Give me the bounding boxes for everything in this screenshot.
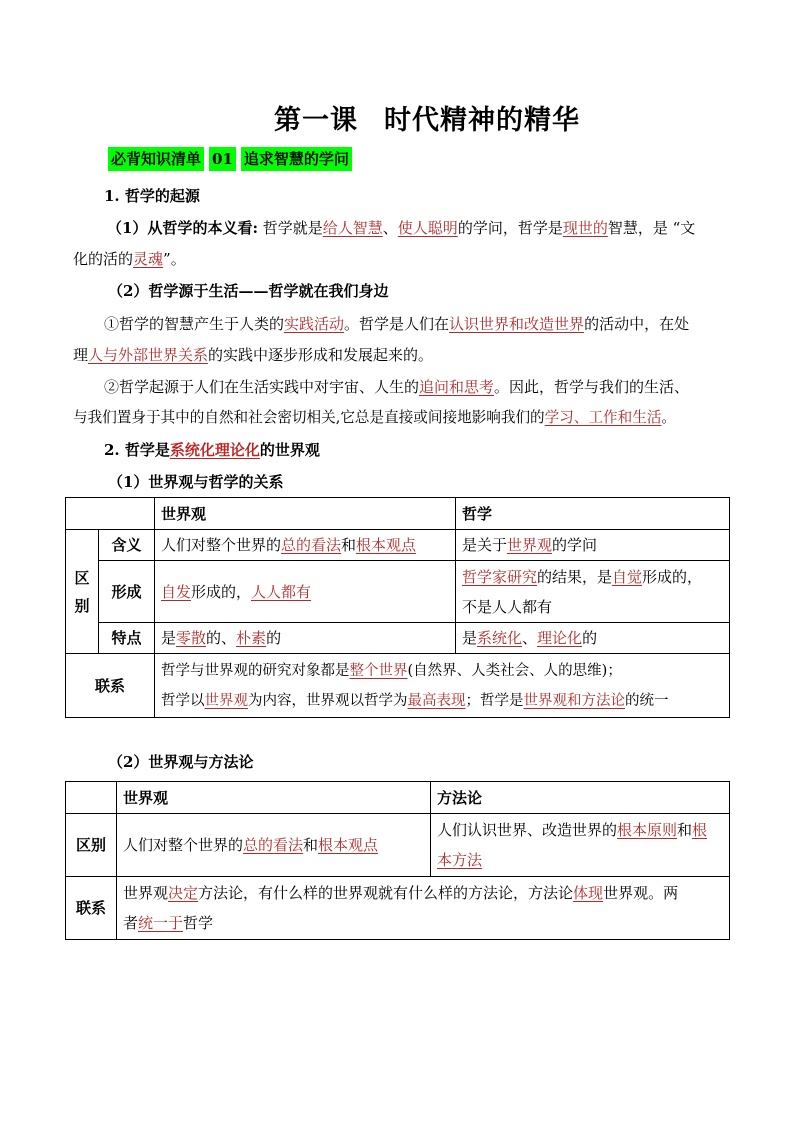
table-cell: 自发形成的，人人都有	[155, 561, 456, 623]
paragraph-1-line-1: （1）从哲学的本义看: 哲学就是给人智慧、使人聪明的学问，哲学是现世的智慧，是 “文	[107, 219, 696, 237]
row-label: 区别	[66, 814, 117, 877]
column-header: 世界观	[155, 498, 456, 530]
section-1-heading: 1. 哲学的起源	[104, 187, 200, 205]
banner-label: 必背知识清单	[108, 147, 204, 171]
answer-blank: 给人智慧	[322, 219, 383, 237]
table-cell: 人们认识世界、改造世界的根本原则和根 本方法	[431, 814, 730, 877]
column-header: 哲学	[456, 498, 730, 530]
answer-blank: 追问和思考	[419, 378, 495, 396]
answer-blank: 实践活动	[284, 315, 345, 333]
paragraph-2-heading: （2）哲学源于生活——哲学就在我们身边	[108, 282, 389, 300]
row-label: 形成	[99, 561, 155, 623]
answer-blank: 学习、工作和生活	[544, 409, 662, 426]
table-row	[66, 814, 730, 877]
table-cell: 人们对整个世界的总的看法和根本观点	[117, 814, 431, 877]
answer-blank: 系统化理论化	[169, 441, 260, 459]
paragraph-1-line-2: 化的活的灵魂”。	[73, 250, 186, 268]
table-cell: 哲学家研究的结果，是自觉形成的， 不是人人都有	[456, 561, 730, 623]
row-label: 特点	[99, 623, 155, 654]
answer-blank: 认识世界和改造世界	[449, 315, 585, 333]
table-row	[66, 623, 730, 654]
paragraph-4-line-1: ②哲学起源于人们在生活实践中对宇宙、人生的追问和思考。因此，哲学与我们的生活、	[104, 378, 690, 396]
subsection-1-heading: （1）世界观与哲学的关系	[108, 473, 284, 491]
paragraph-4-line-2: 与我们置身于其中的自然和社会密切相关,它总是直接或间接地影响我们的学习、工作和生活。	[73, 409, 677, 426]
table-cell: 人们对整个世界的总的看法和根本观点	[155, 530, 456, 561]
table-header-row	[66, 498, 730, 530]
paragraph-3-line-1: ①哲学的智慧产生于人类的实践活动。哲学是人们在认识世界和改造世界的活动中，在处	[104, 315, 690, 333]
table-header-row	[66, 782, 730, 814]
row-group-label: 区别	[66, 530, 99, 654]
title-lesson: 第一课	[274, 105, 358, 136]
table-cell: 是系统化、理论化的	[456, 623, 730, 654]
answer-blank: 灵魂	[133, 250, 164, 268]
table-row	[66, 561, 730, 623]
answer-blank: 人与外部世界关系	[88, 346, 209, 364]
answer-blank: 使人聪明	[397, 219, 458, 237]
row-label: 含义	[99, 530, 155, 561]
worldview-methodology-table	[65, 781, 730, 940]
table-cell: 哲学与世界观的研究对象都是整个世界(自然界、人类社会、人的思维)； 哲学以世界观为内容，世界观以哲学为最高表现；哲学是世界观和方法论的统一	[155, 654, 730, 718]
table-cell: 世界观决定方法论，有什么样的世界观就有什么样的方法论，方法论体现世界观。两 者统一于哲学	[117, 877, 730, 940]
paragraph-3-line-2: 理人与外部世界关系的实践中逐步形成和发展起来的。	[73, 346, 434, 364]
row-label: 联系	[66, 654, 155, 718]
table-row	[66, 877, 730, 940]
column-header: 世界观	[117, 782, 431, 814]
table-cell: 是零散的、朴素的	[155, 623, 456, 654]
page-title	[0, 98, 794, 137]
table-row	[66, 654, 730, 718]
banner-number: 01	[209, 147, 236, 171]
title-topic: 时代精神的精华	[384, 105, 580, 136]
banner-topic: 追求智慧的学问	[241, 147, 352, 171]
row-label: 联系	[66, 877, 117, 940]
subsection-2-heading: （2）世界观与方法论	[108, 753, 254, 771]
section-2-heading: 2. 哲学是系统化理论化的世界观	[104, 441, 320, 459]
column-header: 方法论	[431, 782, 730, 814]
table-row	[66, 530, 730, 561]
table-cell: 是关于世界观的学问	[456, 530, 730, 561]
worldview-philosophy-table	[65, 497, 730, 718]
section-banner	[108, 147, 352, 171]
answer-blank: 现世的	[562, 219, 608, 237]
